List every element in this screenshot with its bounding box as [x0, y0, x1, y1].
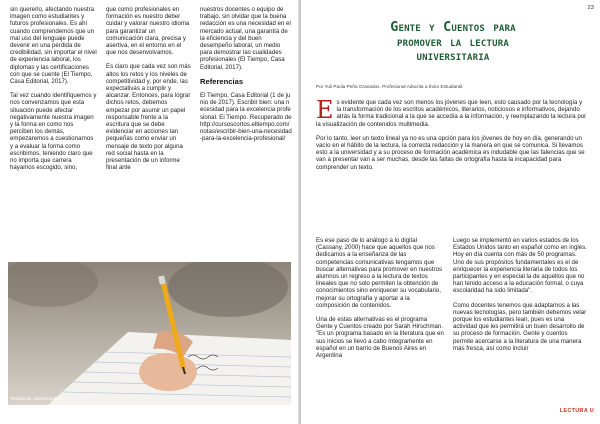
title-line-2: promover la lectura: [396, 34, 510, 50]
left-column-3: [200, 6, 292, 149]
drop-cap: E: [316, 96, 334, 124]
section-footer-label: LECTURA U: [559, 408, 594, 414]
title-program-name: Gente y Cuentos: [390, 20, 486, 35]
paragraph: que como profesionales en formación es nuestro deber cuidar y valorar nuestro idioma para garantizar un comunicación clara, precisa y asertiva, en el entorno en el que nos desenvolvamos.: [106, 6, 190, 57]
title-line-3: universitaria: [416, 49, 490, 64]
intro-text: s evidente que cada vez son menos los jóvenes que leen, esto causado por la tecnología y la transformación de los escritos académicos, literarios, noticiosos e informativos, dejando atrás la forma tradicional a la que se accedía a la información, y reemplazando la lectura por la visualización de contenidos multimedia.: [316, 99, 587, 128]
paragraph: sin quererlo, afectando nuestra imagen como estudiantes y futuros profesionales. Es ahí cuando comprendemos que un mal uso del lenguaje puede devenir en una pérdida de credibilidad, sin importar el nivel de experiencia laboral, los diplomas y las certificaciones con que se cuente (El Tiempo, Casa Editorial, 2017).: [10, 6, 97, 86]
paragraph: Es claro que cada vez son más altos los retos y los niveles de competitividad y, por ende, las expectativas a cumplir y alcanzar. Entonces, para lograr dichos retos, debemos empezar por asumir un papel responsable frente a la escritura que se debe evidenciar en acciones tan pequeñas como enviar un mensaje de texto por alguna red social hasta en la presentación de un informe final ante: [106, 63, 191, 172]
paragraph: Tal vez cuando identifiquemos y nos convenzamos que esta situación puede afectar negativamente nuestra imagen y la forma en como nos perciben los demás, empezaremos a cuestionarnos y a evaluar la forma como escribimos, teniendo claro que no importa que carrera hayamos escogido, sino,: [10, 92, 97, 172]
title-line-1: [313, 21, 593, 36]
author-byline: Por Yuli Paola Peña Granados. Profesional Adscrita a Éxito Estudiantil.: [316, 84, 464, 89]
left-page: [0, 0, 299, 424]
intro-block: [316, 96, 588, 178]
paragraph: Como docentes tenemos que adaptarnos a las nuevas tecnologías, pero también debemos velar porque los estudiantes lean, pues es una actividad que les permitirá un buen desarrollo de su proceso de formación. Gente y cuentos permite acercarse a la literatura de una manera más fresca, así como incluir: [453, 301, 587, 352]
intro-paragraph-1: [316, 96, 588, 128]
photo-illustration: [8, 262, 291, 405]
page-number: 23: [587, 5, 594, 11]
photo-caption: Tomado de: www.freepik.es: [10, 396, 63, 401]
left-column-2: [106, 6, 192, 178]
reference-entry: El Tiempo, Casa Editorial (1 de junio de 2017). Escribir bien: una necesidad para la excelencia profesional. El Tiempo. Recuperado de http://cursoscortos.eltiempo.com/notas/escribir-bien-una-necesidad-para-la-excelencia-profesional/: [200, 92, 292, 143]
paragraph: Una de estas alternativas es el programa Gente y Cuentos creado por Sarah Hirschman. "Es un programa basado en la literatura que en sus inicios se llevó a cabo íntegramente en español en un barrio de Buenos Aires en Argentina: [316, 316, 444, 360]
right-column-a: [316, 237, 444, 366]
intro-paragraph-2: Por lo tanto, leer un texto lineal ya no es una opción para los jóvenes de hoy en día, generando un vacío en el hábito de la lectura, la correcta redacción y la manera en que se comunica. Si llevamos esto a la universidad y a su proceso de formación académica es indudable que las falencias que se van a presentar van a ser muchas, desde las faltas de ortografía hasta la incapacidad para comprender un texto.: [316, 134, 585, 171]
left-column-1: [10, 6, 98, 178]
article-title: [313, 21, 593, 65]
paragraph: Luego se implementó en varios estados de los Estados Unidos tanto en español como en inglés. Hoy en día cuenta con más de 50 programas. Uno de sus propósitos fundamentales es el de enriquecer la experiencia literaria de todos los participantes y en especial la de aquellos que no han tenido acceso a la educación formal, o cuya escolaridad ha sido limitada".: [453, 237, 587, 295]
writing-photo: [8, 262, 291, 405]
title-word: para: [493, 20, 516, 35]
references-heading: Referencias: [200, 76, 244, 86]
right-column-b: [453, 237, 587, 359]
paragraph: nuestros docentes o equipo de trabajo, sin olvidar que la buena redacción es una necesidad en el mercado actual, una garantía de la eficiencia y del buen desempeño laboral, un medio para demostrar las cualidades profesionales (El Tiempo, Casa Editorial, 2017).: [200, 6, 291, 71]
paragraph: Es ese paso de lo análogo a lo digital (Cassany, 2000) hace que aquellos que nos dedicamos a la enseñanza de las competencias comunicativas tengamos que buscar alternativas para promover en nuestros alumnos un regreso a la lectura de textos lineales que no solo permiten la obtención de conocimientos sino enriquecer su vocabulario, mejorar su ortografía y aportar a la composición de contenidos.: [316, 237, 443, 309]
right-page: [301, 0, 600, 424]
